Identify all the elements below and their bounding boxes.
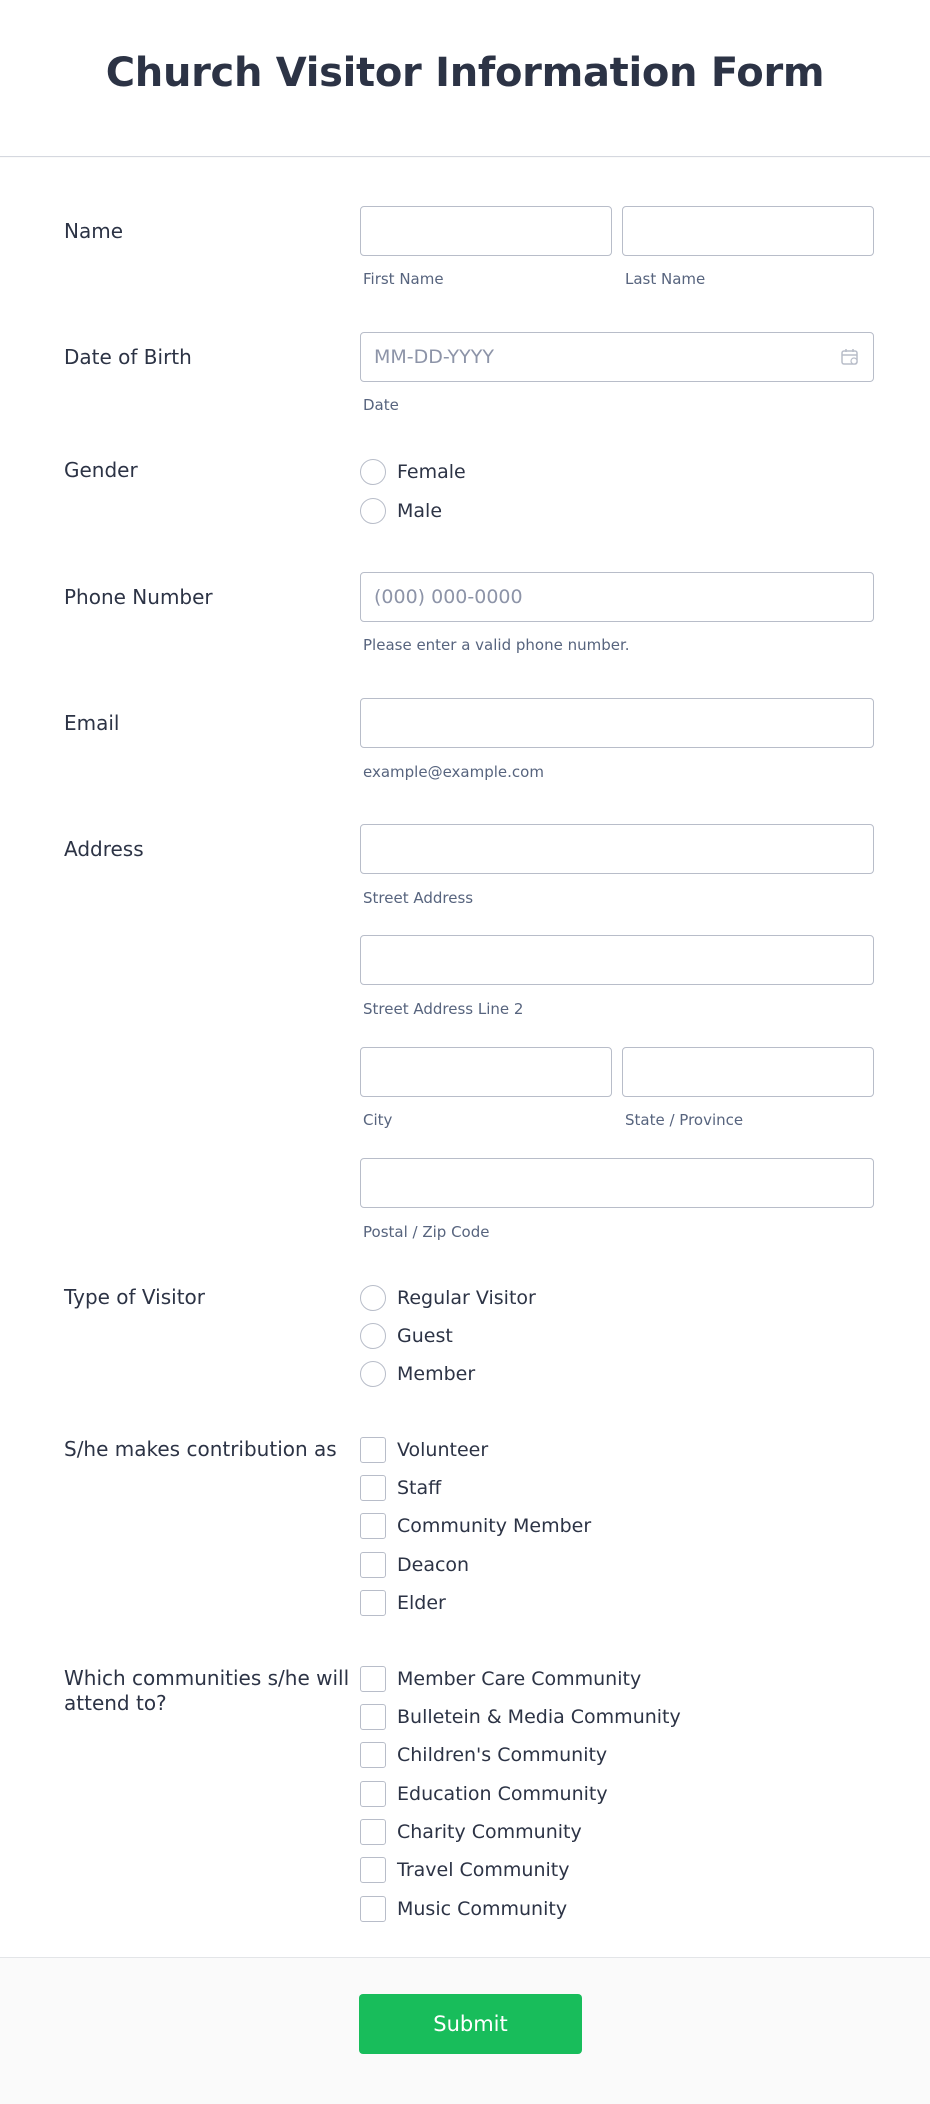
visitor-option-member[interactable] [360,1360,475,1388]
dob-sublabel: Date [363,396,399,414]
option-label: Community Member [397,1515,592,1537]
checkbox[interactable] [360,1475,386,1501]
email-label: Email [64,711,120,735]
communities-label [64,1666,349,1716]
option-label: Volunteer [397,1439,489,1461]
email-sublabel: example@example.com [363,763,544,781]
email-input[interactable] [360,698,874,748]
option-label: Elder [397,1592,446,1614]
visitor-option-guest[interactable] [360,1322,453,1350]
option-label: Bulletein & Media Community [397,1706,681,1728]
communities-label-line2: attend to? [64,1691,167,1715]
phone-sublabel: Please enter a valid phone number. [363,636,630,654]
checkbox[interactable] [360,1704,386,1730]
contribution-option-elder[interactable] [360,1589,446,1617]
visitor-type-label: Type of Visitor [64,1285,206,1309]
form-header [0,0,930,157]
community-option-music[interactable] [360,1895,567,1923]
community-option-bulletein-media[interactable] [360,1703,681,1731]
address-label: Address [64,837,144,861]
option-label: Staff [397,1477,442,1499]
option-label: Children's Community [397,1744,608,1766]
street-address-line2-sublabel: Street Address Line 2 [363,1000,524,1018]
state-sublabel: State / Province [625,1111,744,1129]
checkbox[interactable] [360,1742,386,1768]
first-name-sublabel: First Name [363,270,444,288]
street-address-input[interactable] [360,824,874,874]
radio-button[interactable] [360,459,386,485]
gender-option-female[interactable] [360,458,466,486]
gender-option-male[interactable] [360,497,442,525]
form-title: Church Visitor Information Form [105,50,825,96]
dob-input[interactable] [360,332,874,382]
option-label: Travel Community [397,1859,570,1881]
zip-code-sublabel: Postal / Zip Code [363,1223,490,1241]
first-name-input[interactable] [360,206,612,256]
option-label: Member [397,1363,476,1385]
option-label: Member Care Community [397,1668,642,1690]
checkbox[interactable] [360,1437,386,1463]
radio-button[interactable] [360,1285,386,1311]
community-option-childrens[interactable] [360,1741,607,1769]
last-name-sublabel: Last Name [625,270,706,288]
checkbox[interactable] [360,1896,386,1922]
option-label: Deacon [397,1554,470,1576]
name-label: Name [64,219,124,243]
contribution-option-staff[interactable] [360,1474,441,1502]
communities-label-line1: Which communities s/he will [64,1666,350,1690]
option-label: Female [397,461,466,483]
community-option-travel[interactable] [360,1856,569,1884]
checkbox[interactable] [360,1781,386,1807]
city-input[interactable] [360,1047,612,1097]
option-label: Education Community [397,1783,608,1805]
option-label: Male [397,500,443,522]
calendar-icon[interactable] [840,347,860,367]
city-sublabel: City [363,1111,393,1129]
street-address-line2-input[interactable] [360,935,874,985]
checkbox[interactable] [360,1552,386,1578]
checkbox[interactable] [360,1666,386,1692]
community-option-member-care[interactable] [360,1665,641,1693]
option-label: Charity Community [397,1821,582,1843]
contribution-option-deacon[interactable] [360,1551,469,1579]
contribution-label: S/he makes contribution as [64,1437,337,1461]
state-input[interactable] [622,1047,874,1097]
option-label: Guest [397,1325,453,1347]
contribution-option-community-member[interactable] [360,1512,591,1540]
street-address-sublabel: Street Address [363,889,474,907]
submit-button[interactable]: Submit [359,1994,582,2054]
dob-label: Date of Birth [64,345,192,369]
checkbox[interactable] [360,1857,386,1883]
community-option-charity[interactable] [360,1818,582,1846]
checkbox[interactable] [360,1819,386,1845]
phone-label: Phone Number [64,585,213,609]
radio-button[interactable] [360,1323,386,1349]
visitor-option-regular[interactable] [360,1284,536,1312]
checkbox[interactable] [360,1513,386,1539]
phone-input[interactable] [360,572,874,622]
radio-button[interactable] [360,1361,386,1387]
community-option-education[interactable] [360,1780,608,1808]
radio-button[interactable] [360,498,386,524]
zip-code-input[interactable] [360,1158,874,1208]
gender-label: Gender [64,458,138,482]
last-name-input[interactable] [622,206,874,256]
checkbox[interactable] [360,1590,386,1616]
option-label: Regular Visitor [397,1287,536,1309]
contribution-option-volunteer[interactable] [360,1436,488,1464]
option-label: Music Community [397,1898,568,1920]
